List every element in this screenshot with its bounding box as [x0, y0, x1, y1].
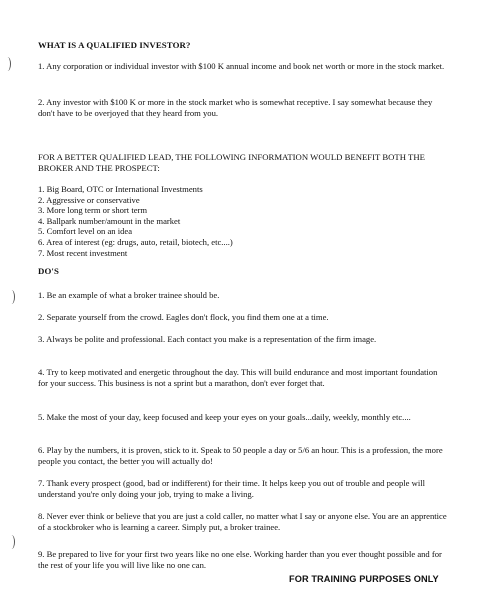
list-item: 4. Ballpark number/amount in the market: [38, 215, 181, 226]
footer-training-notice: FOR TRAINING PURPOSES ONLY: [289, 574, 439, 584]
heading-qualified-investor: WHAT IS A QUALIFIED INVESTOR?: [38, 40, 191, 50]
dos-item: 3. Always be polite and professional. Each contact you make is a representation of the firm image.: [38, 334, 377, 344]
list-item: 3. More long term or short term: [38, 205, 148, 216]
dos-item: 5. Make the most of your day, keep focused and keep your eyes on your goals...daily, weekly, monthly etc....: [38, 412, 411, 422]
dos-item: 4. Try to keep motivated and energetic throughout the day. This will build endurance and most important foundation for your success. This business is not a sprint but a marathon, don't ever forget that.: [38, 367, 438, 389]
paragraph-qualified-2: 2. Any investor with $100 K or more in the stock market who is somewhat receptive. I say somewhat because they don't have to be overjoyed that they heard from you.: [38, 97, 433, 119]
margin-mark: [8, 535, 15, 549]
dos-item: 2. Separate yourself from the crowd. Eagles don't flock, you find them one at a time.: [38, 312, 329, 322]
heading-dos: DO'S: [38, 266, 59, 276]
heading-better-lead: FOR A BETTER QUALIFIED LEAD, THE FOLLOWING INFORMATION WOULD BENEFIT BOTH THE BROKER AND THE PROSPECT:: [38, 152, 425, 173]
dos-item: 8. Never ever think or believe that you are just a cold caller, no matter what I say or anyone else. You are an apprentice of a stockbroker who is learning a career. Simply put, a broker trainee.: [38, 511, 447, 533]
list-item: 1. Big Board, OTC or International Investments: [38, 184, 203, 194]
dos-item: 1. Be an example of what a broker trainee should be.: [38, 290, 220, 300]
dos-item: 6. Play by the numbers, it is proven, stick to it. Speak to 50 people a day or 5/6 an hour. This is a profession, the more people you contact, the better you will actually do!: [38, 445, 443, 467]
list-item: 7. Most recent investment: [38, 247, 128, 258]
list-item: 2. Aggressive or conservative: [38, 194, 140, 205]
dos-item: 7. Thank every prospect (good, bad or indifferent) for their time. It helps keep you out of trouble and people will understand you're only doing your job, trying to make a living.: [38, 478, 426, 500]
list-item: 5. Comfort level on an idea: [38, 226, 133, 237]
margin-mark: [4, 57, 11, 71]
dos-item: 9. Be prepared to live for your first two years like no one else. Working harder than you ever thought possible and for the rest of your life you will live like no one can.: [38, 549, 442, 571]
lead-list: [38, 184, 448, 258]
paragraph-qualified-1: 1. Any corporation or individual investor with $100 K annual income and book net worth or more in the stock market.: [38, 61, 445, 71]
list-item: 6. Area of interest (eg: drugs, auto, retail, biotech, etc....): [38, 236, 233, 247]
margin-mark: [8, 290, 15, 304]
